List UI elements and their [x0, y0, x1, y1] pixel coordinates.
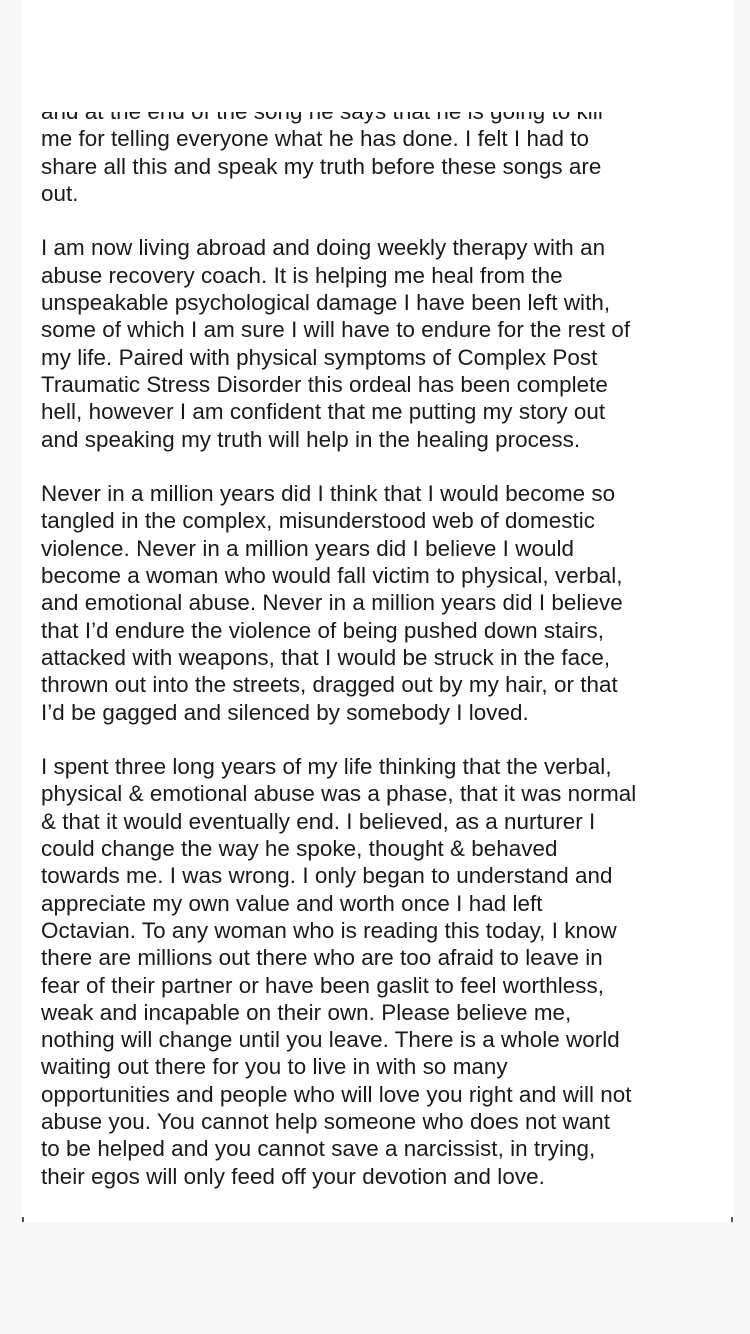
text-line: unspeakable psychological damage I have been left with,	[41, 290, 611, 316]
page-corner-mark-left	[22, 1217, 24, 1222]
page-cutoff-mask	[41, 98, 701, 112]
text-line: nothing will change until you leave. There is a whole world	[41, 1027, 620, 1053]
text-line: waiting out there for you to live in with so many	[41, 1054, 508, 1080]
text-line: violence. Never in a million years did I believe I would	[41, 535, 574, 561]
paragraph-gap	[41, 207, 701, 234]
paragraph-4	[41, 753, 701, 1190]
text-line: become a woman who would fall victim to physical, verbal,	[41, 563, 623, 589]
text-line: thrown out into the streets, dragged out by my hair, or that	[41, 672, 618, 698]
paragraph-gap	[41, 453, 701, 480]
text-line: I am now living abroad and doing weekly therapy with an	[41, 235, 606, 261]
text-line: Never in a million years did I think that I would become so	[41, 481, 616, 507]
text-line: & that it would eventually end. I believed, as a nurturer I	[41, 808, 596, 834]
text-line: Traumatic Stress Disorder this ordeal has been complete	[41, 371, 608, 397]
text-line: weak and incapable on their own. Please believe me,	[41, 999, 572, 1025]
paragraph-3	[41, 480, 701, 726]
clipped-first-line	[41, 98, 701, 125]
text-line: I’d be gagged and silenced by somebody I loved.	[41, 699, 529, 725]
document-text	[41, 98, 701, 1190]
paragraph-2	[41, 234, 701, 452]
text-line: out.	[41, 180, 79, 206]
text-line: could change the way he spoke, thought & behaved	[41, 836, 558, 862]
text-line: appreciate my own value and worth once I had left	[41, 890, 543, 916]
text-line: attacked with weapons, that I would be struck in the face,	[41, 644, 611, 670]
text-line: there are millions out there who are too afraid to leave in	[41, 945, 603, 971]
text-line: Octavian. To any woman who is reading this today, I know	[41, 917, 617, 943]
page-corner-mark-right	[731, 1217, 733, 1222]
paragraph-gap	[41, 726, 701, 753]
text-line: my life. Paired with physical symptoms of Complex Post	[41, 344, 598, 370]
text-line: tangled in the complex, misunderstood web of domestic	[41, 508, 596, 534]
text-line: and speaking my truth will help in the healing process.	[41, 426, 581, 452]
text-line: share all this and speak my truth before these songs are	[41, 153, 602, 179]
text-line: physical & emotional abuse was a phase, that it was normal	[41, 781, 637, 807]
paragraph-1	[41, 98, 701, 207]
text-line: to be helped and you cannot save a narcissist, in trying,	[41, 1136, 596, 1162]
text-line: I spent three long years of my life thinking that the verbal,	[41, 754, 612, 780]
text-line: me for telling everyone what he has done. I felt I had to	[41, 126, 590, 152]
text-line: abuse you. You cannot help someone who does not want	[41, 1108, 611, 1134]
text-line: fear of their partner or have been gaslit to feel worthless,	[41, 972, 605, 998]
text-line: their egos will only feed off your devotion and love.	[41, 1163, 545, 1189]
text-line: hell, however I am confident that me putting my story out	[41, 399, 606, 425]
text-line: towards me. I was wrong. I only began to understand and	[41, 863, 613, 889]
text-line: and emotional abuse. Never in a million years did I believe	[41, 590, 623, 616]
text-line: abuse recovery coach. It is helping me heal from the	[41, 262, 563, 288]
text-line: that I’d endure the violence of being pushed down stairs,	[41, 617, 604, 643]
text-line: opportunities and people who will love you right and will not	[41, 1081, 632, 1107]
text-line: some of which I am sure I will have to endure for the rest of	[41, 317, 631, 343]
